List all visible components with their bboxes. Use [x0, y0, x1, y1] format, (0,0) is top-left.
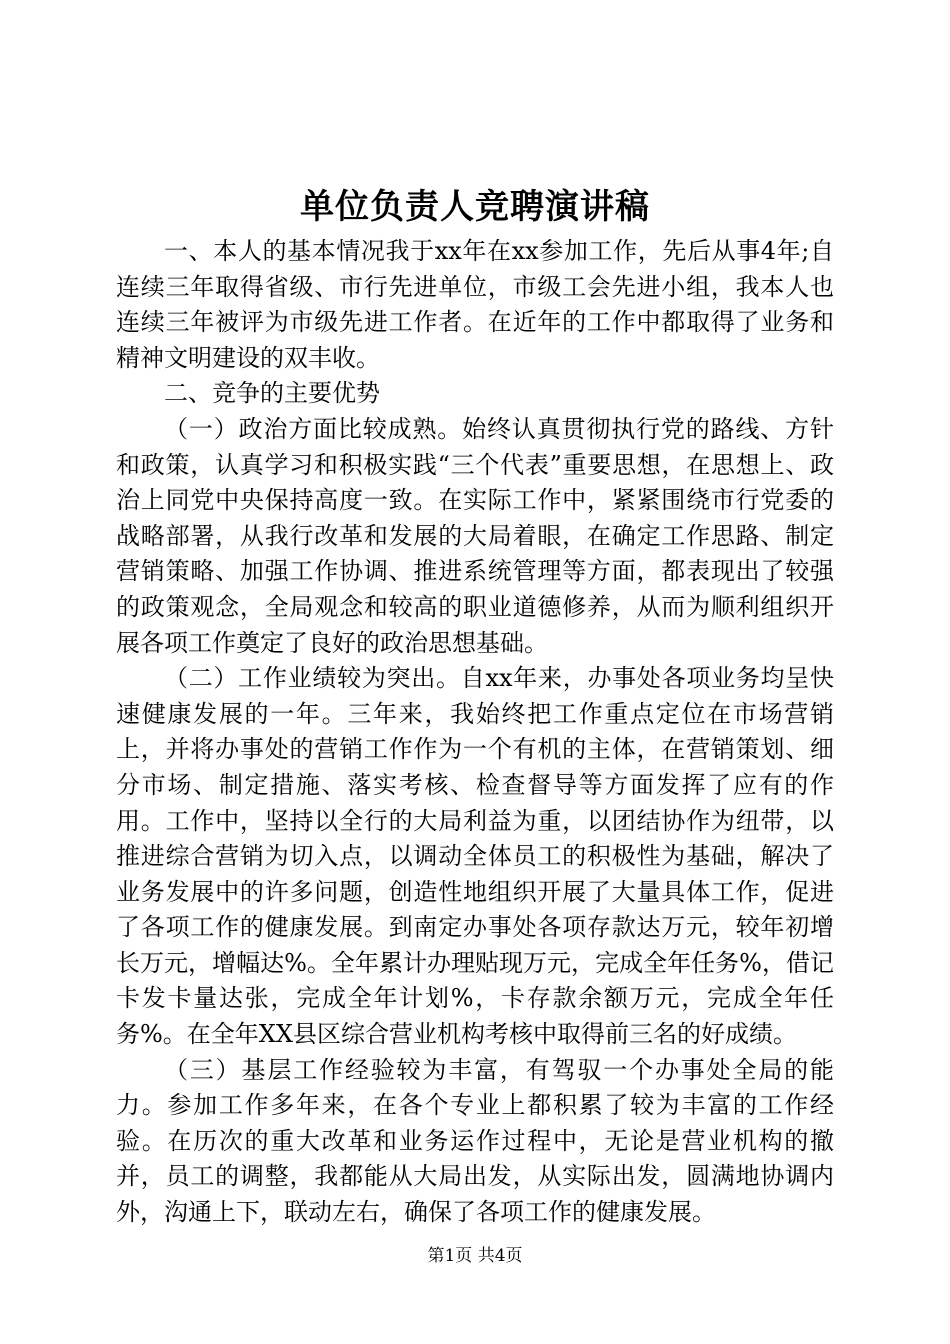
- section-heading-advantages: 二、竞争的主要优势: [164, 379, 380, 408]
- paragraph-performance: （二）工作业绩较为突出。自xx年来，办事处各项业务均呈快速健康发展的一年。三年来，我始终把工作重点定位在市场营销上，并将办事处的营销工作作为一个有机的主体，在营销策划、细分市场、制定措施、落实考核、检查督导等方面发挥了应有的作用。工作中，坚持以全行的大局利益为重，以团结协作为纽带，以推进综合营销为切入点，以调动全体员工的积极性为基础，解决了业务发展中的许多问题，创造性地组织开展了大量具体工作，促进了各项工作的健康发展。到南定办事处各项存款达万元，较年初增长万元，增幅达%。全年累计办理贴现万元，完成全年任务%，借记卡发卡量达张，完成全年计划%，卡存款余额万元，完成全年任务%。在全年XX县区综合营业机构考核中取得前三名的好成绩。: [116, 664, 834, 1049]
- document-body: [116, 234, 834, 1231]
- page-number-footer: 第1页 共4页: [427, 1246, 523, 1266]
- paragraph-basic-info: 一、本人的基本情况我于xx年在xx参加工作，先后从事4年;自连续三年取得省级、市行先进单位，市级工会先进小组，我本人也连续三年被评为市级先进工作者。在近年的工作中都取得了业务和精神文明建设的双丰收。: [116, 237, 834, 372]
- paragraph-experience: （三）基层工作经验较为丰富，有驾驭一个办事处全局的能力。参加工作多年来，在各个专业上都积累了较为丰富的工作经验。在历次的重大改革和业务运作过程中，无论是营业机构的撤并，员工的调整，我都能从大局出发，从实际出发，圆满地协调内外，沟通上下，联动左右，确保了各项工作的健康发展。: [116, 1055, 834, 1227]
- paragraph-political: （一）政治方面比较成熟。始终认真贯彻执行党的路线、方针和政策，认真学习和积极实践“三个代表”重要思想，在思想上、政治上同党中央保持高度一致。在实际工作中，紧紧围绕市行党委的战略部署，从我行改革和发展的大局着眼，在确定工作思路、制定营销策略、加强工作协调、推进系统管理等方面，都表现出了较强的政策观念，全局观念和较高的职业道德修养，从而为顺利组织开展各项工作奠定了良好的政治思想基础。: [116, 414, 834, 657]
- document-title: 单位负责人竞聘演讲稿: [300, 187, 650, 227]
